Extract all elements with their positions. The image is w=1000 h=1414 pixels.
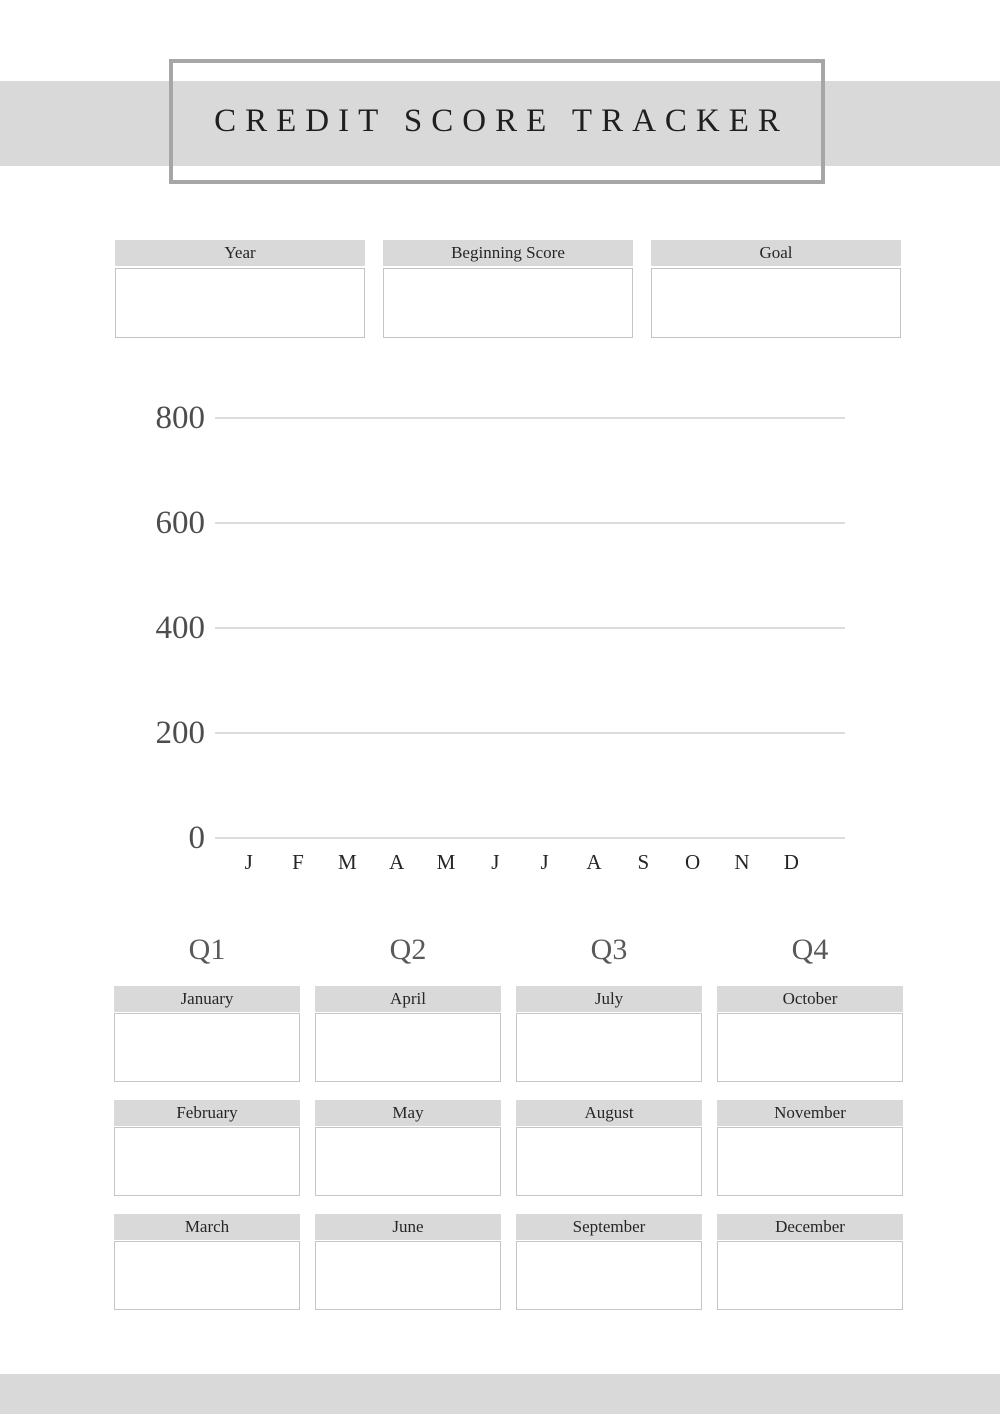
x-label-mar: M xyxy=(337,850,357,874)
month-december-input[interactable] xyxy=(717,1241,903,1310)
footer-band xyxy=(0,1374,1000,1414)
x-label-sep: S xyxy=(637,850,650,874)
month-july-label: July xyxy=(516,986,702,1012)
field-beginning-score-label: Beginning Score xyxy=(383,240,633,266)
gridline-600 xyxy=(215,522,845,524)
x-label-jul: J xyxy=(540,850,549,874)
month-cell-march xyxy=(114,1214,300,1310)
month-june-input[interactable] xyxy=(315,1241,501,1310)
month-cell-october xyxy=(717,986,903,1082)
month-cell-june xyxy=(315,1214,501,1310)
title-frame xyxy=(169,59,825,184)
x-label-jan: J xyxy=(244,850,253,874)
month-cell-september xyxy=(516,1214,702,1310)
x-axis-month-labels xyxy=(224,850,816,875)
field-beginning-score xyxy=(383,240,633,338)
x-label-aug: A xyxy=(586,850,602,874)
month-april-label: April xyxy=(315,986,501,1012)
month-may-label: May xyxy=(315,1100,501,1126)
field-goal xyxy=(651,240,901,338)
month-october-label: October xyxy=(717,986,903,1012)
quarter-q1-label: Q1 xyxy=(188,933,226,966)
quarter-header-row xyxy=(114,930,903,970)
quarter-q3-label: Q3 xyxy=(590,933,628,966)
x-label-apr: A xyxy=(389,850,405,874)
month-january-input[interactable] xyxy=(114,1013,300,1082)
month-may-input[interactable] xyxy=(315,1127,501,1196)
x-label-feb: F xyxy=(292,850,304,874)
month-cell-may xyxy=(315,1100,501,1196)
x-label-nov: N xyxy=(734,850,750,874)
month-march-label: March xyxy=(114,1214,300,1240)
month-cell-january xyxy=(114,986,300,1082)
month-january-label: January xyxy=(114,986,300,1012)
month-september-input[interactable] xyxy=(516,1241,702,1310)
field-beginning-score-input[interactable] xyxy=(383,268,633,338)
month-december-label: December xyxy=(717,1214,903,1240)
month-march-input[interactable] xyxy=(114,1241,300,1310)
gridline-400 xyxy=(215,627,845,629)
field-year-label: Year xyxy=(115,240,365,266)
month-cell-december xyxy=(717,1214,903,1310)
y-tick-600: 600 xyxy=(155,505,205,541)
field-goal-input[interactable] xyxy=(651,268,901,338)
y-tick-200: 200 xyxy=(155,715,205,751)
y-tick-400: 400 xyxy=(155,610,205,646)
summary-fields-row xyxy=(115,240,901,338)
month-april-input[interactable] xyxy=(315,1013,501,1082)
field-goal-label: Goal xyxy=(651,240,901,266)
y-tick-800: 800 xyxy=(155,400,205,436)
month-february-label: February xyxy=(114,1100,300,1126)
quarter-q4-label: Q4 xyxy=(791,933,829,966)
x-label-jun: J xyxy=(491,850,500,874)
gridline-0 xyxy=(215,837,845,839)
gridline-200 xyxy=(215,732,845,734)
gridline-800 xyxy=(215,417,845,419)
month-november-label: November xyxy=(717,1100,903,1126)
month-september-label: September xyxy=(516,1214,702,1240)
x-label-oct: O xyxy=(685,850,701,874)
month-cell-july xyxy=(516,986,702,1082)
x-label-dec: D xyxy=(783,850,799,874)
month-cell-august xyxy=(516,1100,702,1196)
month-november-input[interactable] xyxy=(717,1127,903,1196)
field-year xyxy=(115,240,365,338)
month-cell-november xyxy=(717,1100,903,1196)
y-tick-0: 0 xyxy=(188,820,205,856)
month-october-input[interactable] xyxy=(717,1013,903,1082)
month-august-input[interactable] xyxy=(516,1127,702,1196)
month-july-input[interactable] xyxy=(516,1013,702,1082)
month-february-input[interactable] xyxy=(114,1127,300,1196)
quarter-q2-label: Q2 xyxy=(389,933,427,966)
month-june-label: June xyxy=(315,1214,501,1240)
field-year-input[interactable] xyxy=(115,268,365,338)
month-august-label: August xyxy=(516,1100,702,1126)
month-cell-february xyxy=(114,1100,300,1196)
x-label-may: M xyxy=(436,850,456,874)
months-grid xyxy=(114,986,903,1310)
month-cell-april xyxy=(315,986,501,1082)
page-title: CREDIT SCORE TRACKER xyxy=(214,103,789,139)
